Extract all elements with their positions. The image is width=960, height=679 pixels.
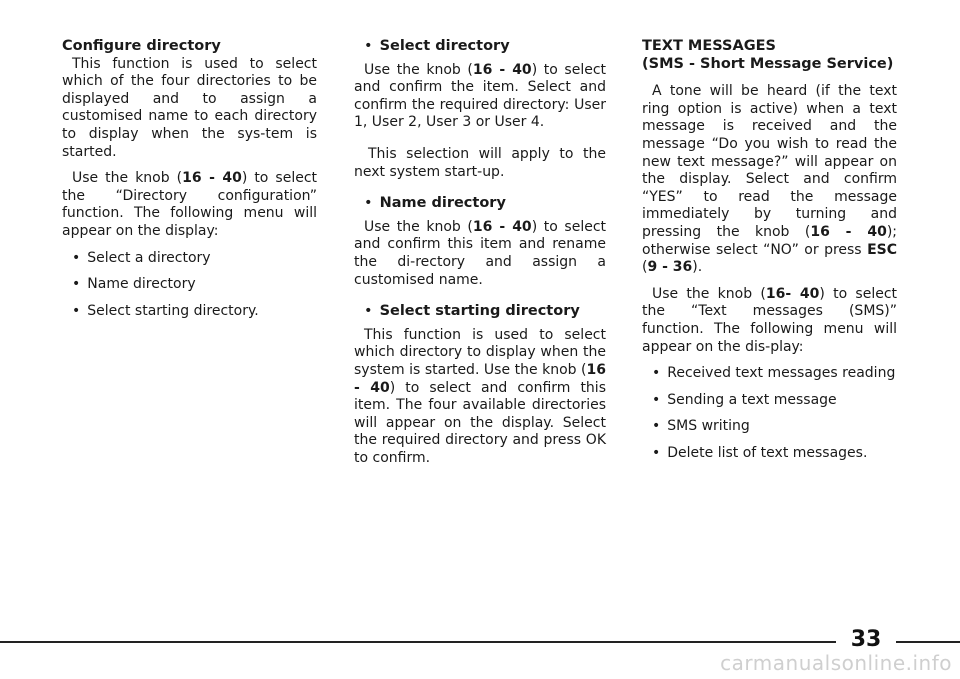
footer-divider-left: [0, 641, 836, 643]
list-item: • Select starting directory.: [72, 303, 317, 321]
page-number: 33: [850, 627, 882, 652]
section-heading-text-messages: TEXT MESSAGES: [642, 38, 776, 54]
column-3: [642, 38, 897, 471]
menu-list: [62, 250, 317, 321]
column-2: [354, 38, 606, 476]
paragraph: This selection will apply to the next system start-up.: [354, 145, 606, 180]
footer-divider-right: [896, 641, 960, 643]
watermark: carmanualsonline.info: [720, 651, 952, 675]
list-item: • Select a directory: [72, 250, 317, 268]
list-item: • Sending a text message: [652, 392, 897, 410]
paragraph: This function is used to select which of the four directories to be displayed and to assign a customised name to each directory to display when the sys-tem is started.: [62, 55, 317, 160]
section-heading-configure-directory: Configure directory: [62, 38, 221, 54]
list-item: • Delete list of text messages.: [652, 445, 897, 463]
paragraph: Use the knob (16 - 40) to select the “Directory configuration” function. The following menu will appear on the display:: [62, 170, 318, 239]
paragraph: Use the knob (16 - 40) to select and confirm this item and rename the di-rectory and assign a customised name.: [354, 218, 607, 288]
subheading-select-starting-directory: • Select starting directory: [364, 303, 606, 321]
paragraph: Use the knob (16 - 40) to select and confirm the item. Select and confirm the required directory: User 1, User 2, User 3 or User 4.: [354, 61, 607, 131]
column-1: [62, 38, 317, 329]
menu-list: [642, 365, 897, 462]
paragraph: A tone will be heard (if the text ring option is active) when a text message is received and the message “Do you wish to read the new text message?” will appear on the display. Select and confirm “YES” to read the message immediately by turning and pressing the knob (16 - 40); otherwise select “NO” or press ESC (9 - 36).: [642, 83, 898, 276]
subheading-select-directory: • Select directory: [364, 38, 606, 56]
list-item: • Received text messages reading: [652, 365, 897, 383]
paragraph: This function is used to select which directory to display when the system is started. Use the knob (16 - 40) to select and confirm this item. The four available directories will appear on the display. Select the required directory and press OK to confirm.: [354, 326, 606, 466]
subheading-name-directory: • Name directory: [364, 195, 606, 213]
paragraph: Use the knob (16- 40) to select the “Text messages (SMS)” function. The following menu will appear on the dis-play:: [642, 285, 898, 355]
list-item: • SMS writing: [652, 418, 897, 436]
list-item: • Name directory: [72, 276, 317, 294]
section-subheading-sms: (SMS - Short Message Service): [642, 55, 894, 72]
